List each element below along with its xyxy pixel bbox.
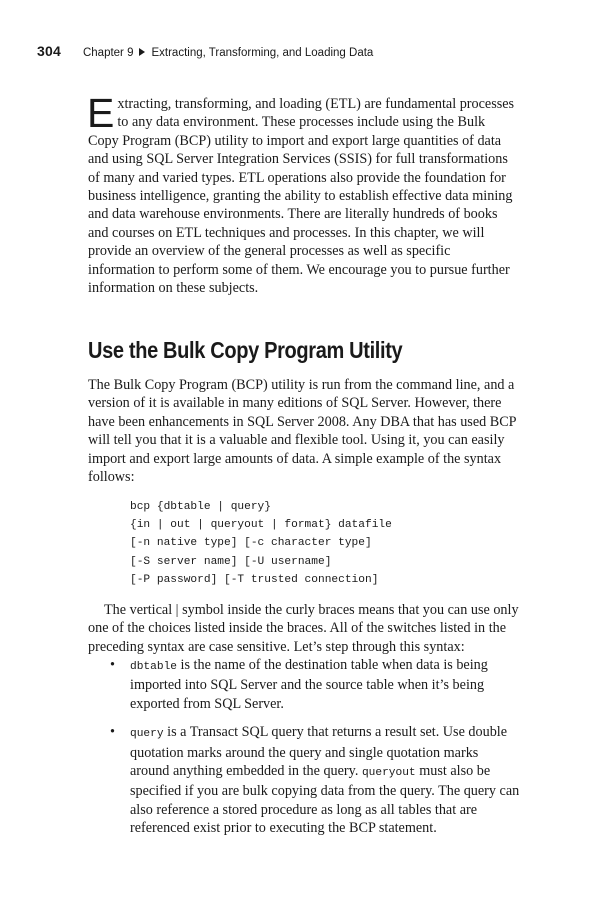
bcp-intro-paragraph: The Bulk Copy Program (BCP) utility is run from the command line, and a version of it is available in many editions of SQL Server. However, there have been enhancements in SQL Server 2008. Any DBA that has used BCP will tell you that it is a valuable and flexible tool. Using it, you can easily import and export large amounts of data. A simple example of the syntax follows:: [88, 377, 517, 486]
code-term: queryout: [361, 767, 416, 780]
list-item: [88, 723, 520, 837]
list-item-text: must also be specified if you are bulk copying data from the query. The query can also reference a stored procedure as long as all tables that are referenced exist prior to executing the BCP statement.: [130, 763, 520, 837]
chapter-number: Chapter 9: [82, 47, 134, 59]
bullet-icon: •: [110, 657, 115, 673]
running-header: [37, 43, 373, 59]
page-number: 304: [37, 43, 61, 59]
bullet-icon: •: [110, 724, 115, 741]
code-term: query: [130, 728, 164, 741]
section-heading: Use the Bulk Copy Program Utility: [88, 337, 403, 363]
intro-text: xtracting, transforming, and loading (ETL) are fundamental processes to any data environment. These processes include using the Bulk Copy Program (BCP) utility to import and export large quantities of data and using SQL Server Integration Services (SSIS) for full transformations of many and varied types. ETL operations also provide the foundation for business intelligence, granting the ability to establish effective data mining and data warehouse environments. There are literally hundreds of books and courses on ETL techniques and processes. In this chapter, we will provide an overview of the general processes as well as specific information to perform some of them. We encourage you to pursue further information on these subjects.: [88, 96, 515, 297]
code-block: bcp {dbtable | query} {in | out | queryout | format} datafile [-n native type] [-c character type] [-S server name] [-U username] [-P password] [-T trusted connection]: [130, 501, 392, 586]
syntax-bullet-list: [88, 656, 520, 848]
list-item-text: is a Transact SQL query that returns a result set. Use double quotation marks around the query and single quotation marks around anything embedded in the query.: [130, 724, 508, 780]
syntax-explanation-paragraph: The vertical | symbol inside the curly braces means that you can use only one of the choices listed inside the braces. All of the switches listed in the preceding syntax are case sensitive. Let’s step through this syntax:: [88, 602, 519, 655]
drop-cap: E: [87, 90, 115, 136]
list-item-text: is the name of the destination table when data is being imported into SQL Server and the source table when it’s being exported from SQL Server.: [130, 657, 488, 712]
intro-paragraph: [87, 90, 516, 297]
triangle-arrow-icon: [139, 48, 145, 56]
code-term: dbtable: [130, 661, 177, 673]
list-item: [88, 656, 520, 713]
chapter-title: Extracting, Transforming, and Loading Data: [151, 47, 374, 59]
chapter-label: [83, 47, 373, 59]
